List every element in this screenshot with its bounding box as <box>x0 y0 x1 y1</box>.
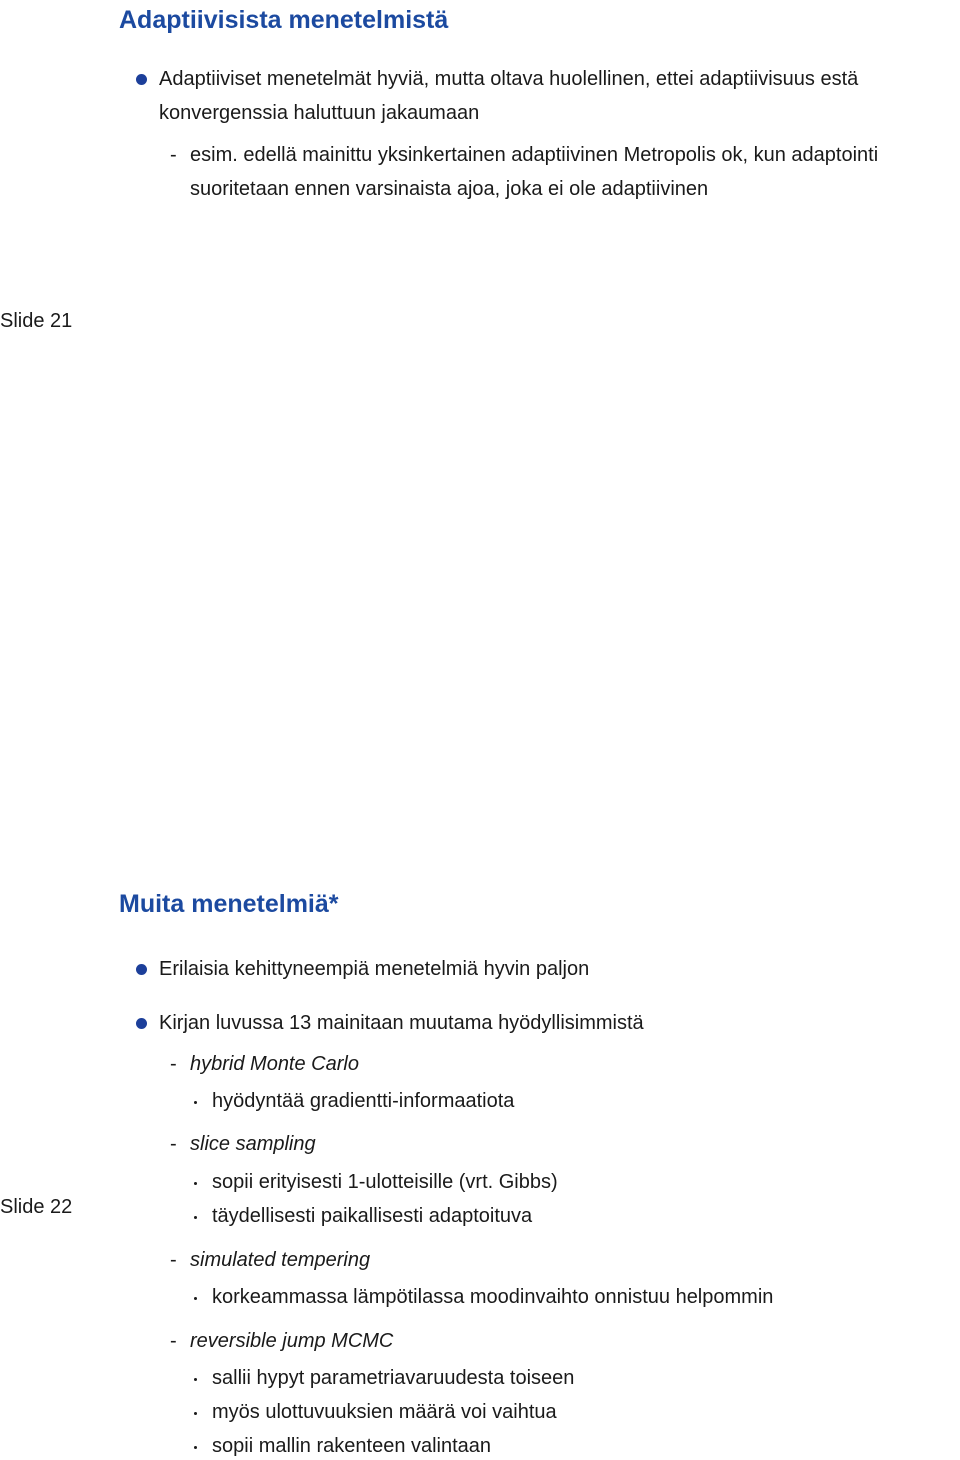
middot-icon <box>194 1297 197 1300</box>
slide-22-title: Muita menetelmiä* <box>119 890 339 918</box>
method-point: sopii erityisesti 1-ulotteisille (vrt. Gibbs) <box>212 1171 558 1193</box>
middot-icon <box>194 1182 197 1185</box>
method-name: reversible jump MCMC <box>190 1330 394 1352</box>
bullet-icon <box>136 964 147 975</box>
slide-21-bullet-line-2: konvergenssia haluttuun jakaumaan <box>159 102 480 124</box>
slide-21-bullet-line-1: Adaptiiviset menetelmät hyviä, mutta oltava huolellinen, ettei adaptiivisuus estä <box>159 68 859 90</box>
method-point: sallii hypyt parametriavaruudesta toiseen <box>212 1367 575 1389</box>
slide-21-sub-line-1: esim. edellä mainittu yksinkertainen adaptiivinen Metropolis ok, kun adaptointi <box>190 144 879 166</box>
method-name: simulated tempering <box>190 1249 371 1271</box>
slide-22-label: Slide 22 <box>0 1196 73 1218</box>
bullet-icon <box>136 1018 147 1029</box>
method-point: korkeammassa lämpötilassa moodinvaihto onnistuu helpommin <box>212 1286 774 1308</box>
dash-icon: - <box>170 1249 177 1271</box>
method-point: hyödyntää gradientti-informaatiota <box>212 1090 515 1112</box>
slide-21-title: Adaptiivisista menetelmistä <box>119 6 449 34</box>
dash-icon: - <box>170 1053 177 1075</box>
middot-icon <box>194 1216 197 1219</box>
middot-icon <box>194 1378 197 1381</box>
slide-21-label: Slide 21 <box>0 310 73 332</box>
slide-22-bullet-2: Kirjan luvussa 13 mainitaan muutama hyödyllisimmistä <box>159 1012 644 1034</box>
method-name: slice sampling <box>190 1133 316 1155</box>
bullet-icon <box>136 74 147 85</box>
method-point: myös ulottuvuuksien määrä voi vaihtua <box>212 1401 557 1423</box>
slide-22-bullet-1: Erilaisia kehittyneempiä menetelmiä hyvin paljon <box>159 958 590 980</box>
method-point: sopii mallin rakenteen valintaan <box>212 1435 492 1457</box>
slide-21-sub-line-2: suoritetaan ennen varsinaista ajoa, joka ei ole adaptiivinen <box>190 178 709 200</box>
middot-icon <box>194 1412 197 1415</box>
dash-icon: - <box>170 144 177 166</box>
middot-icon <box>194 1446 197 1449</box>
dash-icon: - <box>170 1133 177 1155</box>
method-point: täydellisesti paikallisesti adaptoituva <box>212 1205 533 1227</box>
dash-icon: - <box>170 1330 177 1352</box>
method-name: hybrid Monte Carlo <box>190 1053 359 1075</box>
middot-icon <box>194 1101 197 1104</box>
